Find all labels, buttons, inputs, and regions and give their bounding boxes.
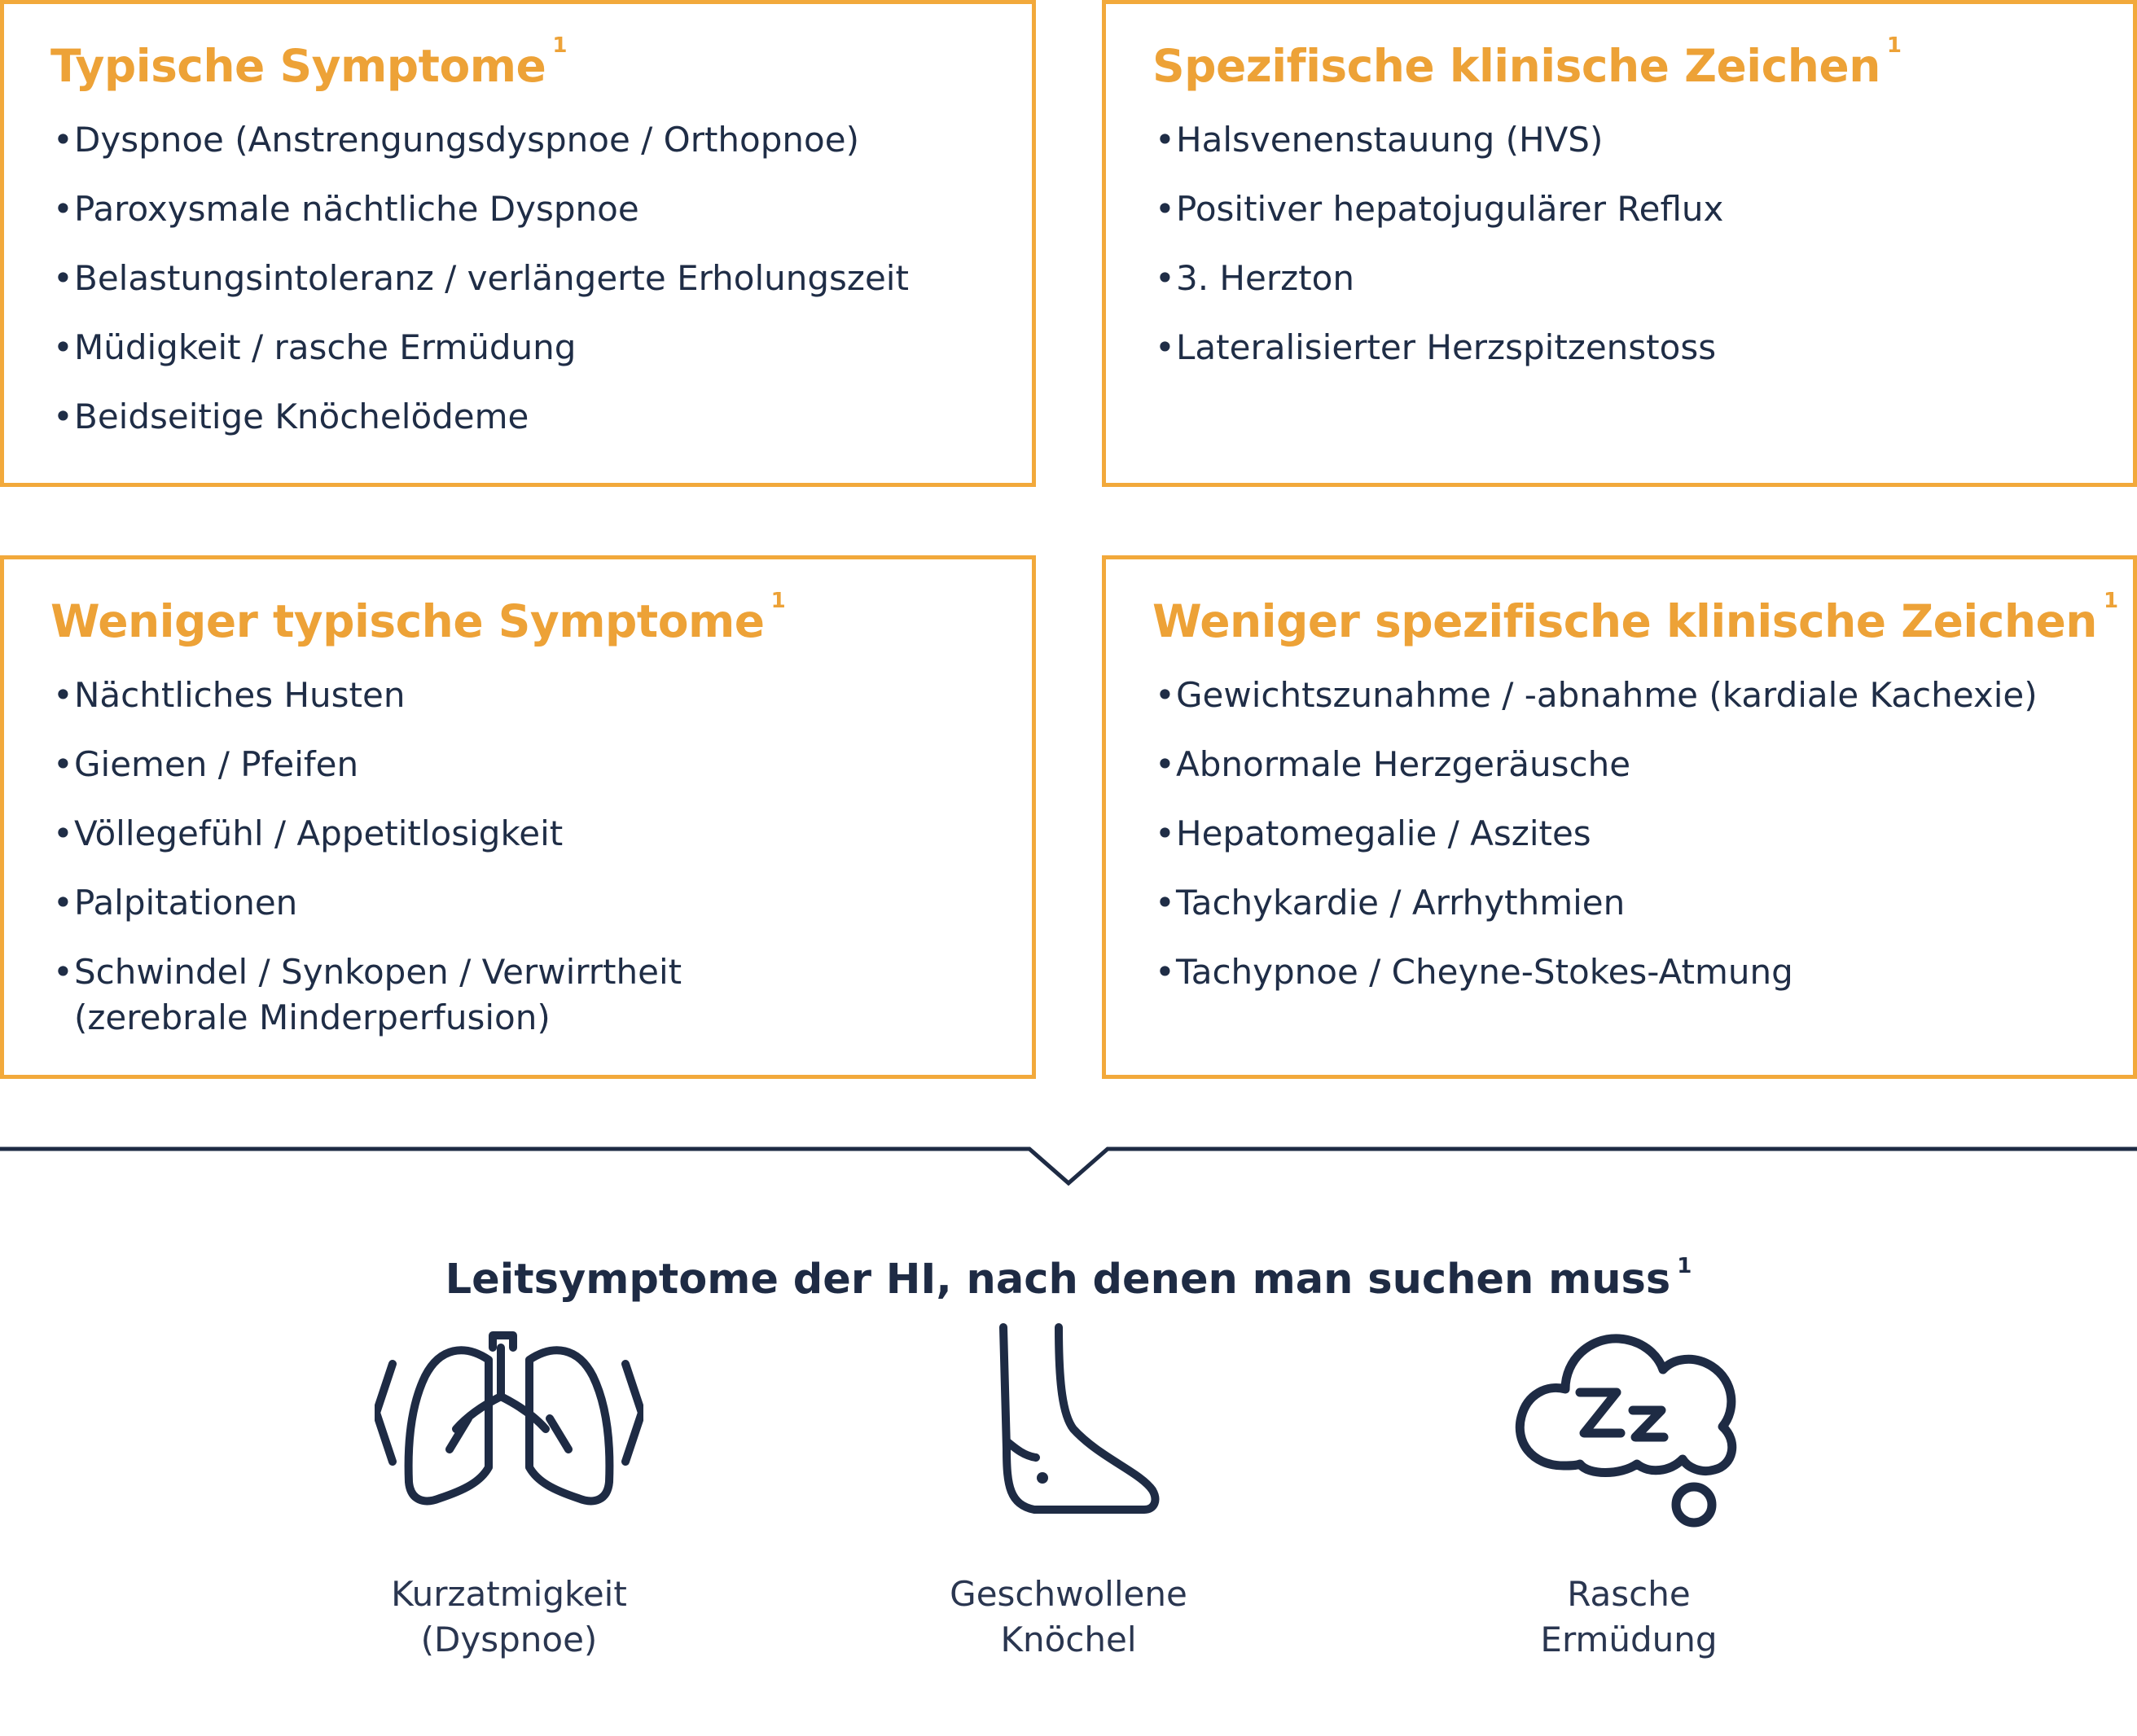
key-symptoms-title: Leitsymptome der HI, nach denen man suchen muss $^1$ (445, 1254, 1692, 1304)
list-item: • Gewichtszunahme / -abnahme (kardiale Kachexie) (1153, 673, 2117, 718)
less-typical-symptoms-box (0, 555, 1036, 1079)
list-item: • Völlegefühl / Appetitlosigkeit (51, 811, 1016, 857)
caption-line: Geschwollene (950, 1574, 1187, 1614)
specific-signs-list (1153, 117, 2117, 394)
list-item: • Belastungsintoleranz / verlängerte Erholungszeit (51, 256, 1016, 301)
list-item: • Tachykardie / Arrhythmien (1153, 880, 2117, 926)
footnote-ref: 1 (1886, 33, 1902, 58)
footnote-ref: 1 (552, 33, 567, 58)
list-item: • Hepatomegalie / Aszites (1153, 811, 2117, 857)
specific-signs-box (1102, 0, 2137, 487)
lungs-icon (375, 1327, 643, 1515)
list-item: • Abnormale Herzgeräusche (1153, 742, 2117, 787)
list-item: • Giemen / Pfeifen (51, 742, 1016, 787)
caption-line: Kurzatmigkeit (391, 1574, 627, 1614)
footnote-ref: 1 (2103, 589, 2118, 613)
caption-line: (Dyspnoe) (420, 1620, 598, 1659)
list-item: • 3. Herzton (1153, 256, 2117, 301)
list-item: • Lateralisierter Herzspitzenstoss (1153, 325, 2117, 370)
typical-symptoms-list (51, 117, 1016, 463)
less-specific-signs-box (1102, 555, 2137, 1079)
list-item: • Nächtliches Husten (51, 673, 1016, 718)
list-item: • Paroxysmale nächtliche Dyspnoe (51, 186, 1016, 232)
less-typical-symptoms-title: Weniger typische Symptome $^1$ (50, 589, 786, 647)
list-item (51, 949, 1016, 1041)
footnote-ref: 1 (1677, 1254, 1692, 1279)
section-divider (0, 1133, 2137, 1190)
list-item-line: Schwindel / Synkopen / Verwirrtheit (74, 952, 682, 992)
list-item: • Müdigkeit / rasche Ermüdung (51, 325, 1016, 370)
list-item: • Palpitationen (51, 880, 1016, 926)
sleep-cloud-icon (1507, 1319, 1751, 1531)
caption-ermuedung (1425, 1572, 1832, 1663)
footnote-ref: 1 (770, 589, 786, 613)
typical-symptoms-box (0, 0, 1036, 487)
list-item: • Positiver hepatojugulärer Reflux (1153, 186, 2117, 232)
less-specific-signs-title: Weniger spezifische klinische Zeichen $^1$ (1152, 589, 2118, 647)
list-item: • Dyspnoe (Anstrengungsdyspnoe / Orthopnoe) (51, 117, 1016, 163)
specific-signs-title: Spezifische klinische Zeichen $^1$ (1152, 33, 1902, 92)
list-item: • Beidseitige Knöchelödeme (51, 394, 1016, 440)
list-item: • Tachypnoe / Cheyne-Stokes-Atmung (1153, 949, 2117, 995)
caption-dyspnoe (305, 1572, 713, 1663)
list-item: • Halsvenenstauung (HVS) (1153, 117, 2117, 163)
list-item-line: (zerebrale Minderperfusion) (74, 997, 551, 1037)
caption-line: Rasche (1567, 1574, 1691, 1614)
caption-line: Ermüdung (1540, 1620, 1718, 1659)
caption-line: Knöchel (1000, 1620, 1137, 1659)
caption-knoechel (865, 1572, 1272, 1663)
typical-symptoms-title: Typische Symptome $^1$ (50, 33, 567, 92)
less-typical-symptoms-list (51, 673, 1016, 1041)
less-specific-signs-list (1153, 673, 2117, 1019)
foot-icon (977, 1319, 1165, 1523)
